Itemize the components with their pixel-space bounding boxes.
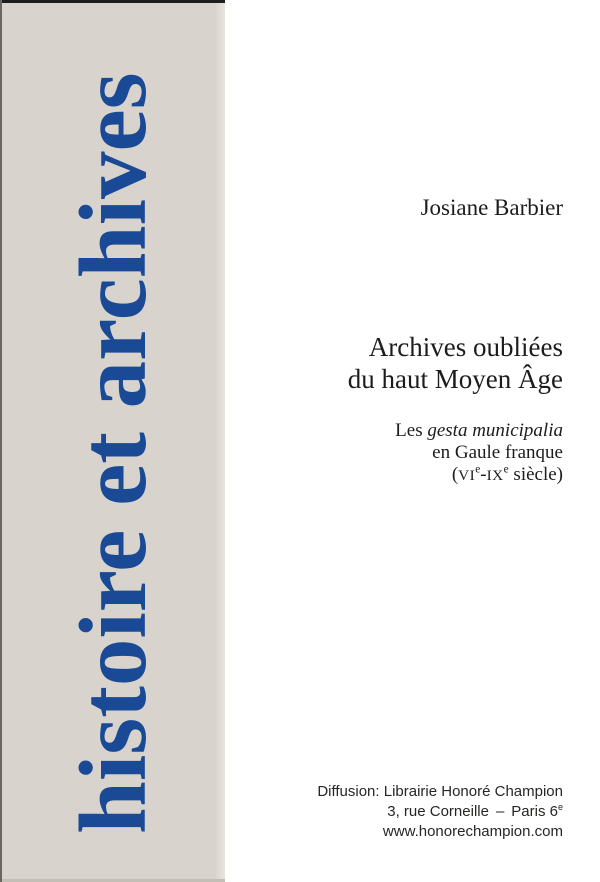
cover-left-edge-line — [0, 0, 2, 882]
series-title: histoire et archives — [59, 72, 166, 834]
subtitle-line1 — [395, 420, 563, 442]
subtitle-line3-date-range — [395, 464, 563, 487]
book-title-line2: du haut Moyen Âge — [347, 364, 563, 394]
book-title-line1: Archives oubliées — [368, 332, 563, 362]
book-title — [348, 331, 563, 395]
range-dash: - — [480, 464, 487, 485]
siecle-text: siècle) — [508, 464, 563, 485]
address-dash: – — [495, 803, 505, 820]
paren-open: ( — [451, 464, 459, 485]
city-district: Paris 6 — [511, 803, 558, 820]
roman-numeral-ix: IX — [486, 467, 504, 484]
subtitle-line1-prefix: Les — [395, 420, 428, 441]
subtitle-line1-latin-italic: gesta municipalia — [427, 420, 563, 441]
author-name: Josiane Barbier — [420, 195, 563, 220]
cover-top-edge-line — [0, 0, 225, 3]
ordinal-sup-e-2: e — [503, 463, 509, 476]
series-title-rotated-container — [0, 0, 225, 882]
book-subtitle — [395, 420, 563, 487]
distributor-website: www.honorechampion.com — [382, 823, 563, 840]
distributor-line1: Diffusion: Librairie Honoré Champion — [317, 783, 563, 800]
distributor-block — [317, 782, 563, 842]
street-address: 3, rue Corneille — [387, 803, 489, 820]
district-sup-e: e — [557, 802, 563, 812]
distributor-line2-address — [317, 802, 563, 822]
subtitle-line2: en Gaule franque — [432, 442, 563, 463]
ordinal-sup-e-1: e — [475, 463, 481, 476]
roman-numeral-vi: VI — [458, 467, 476, 484]
